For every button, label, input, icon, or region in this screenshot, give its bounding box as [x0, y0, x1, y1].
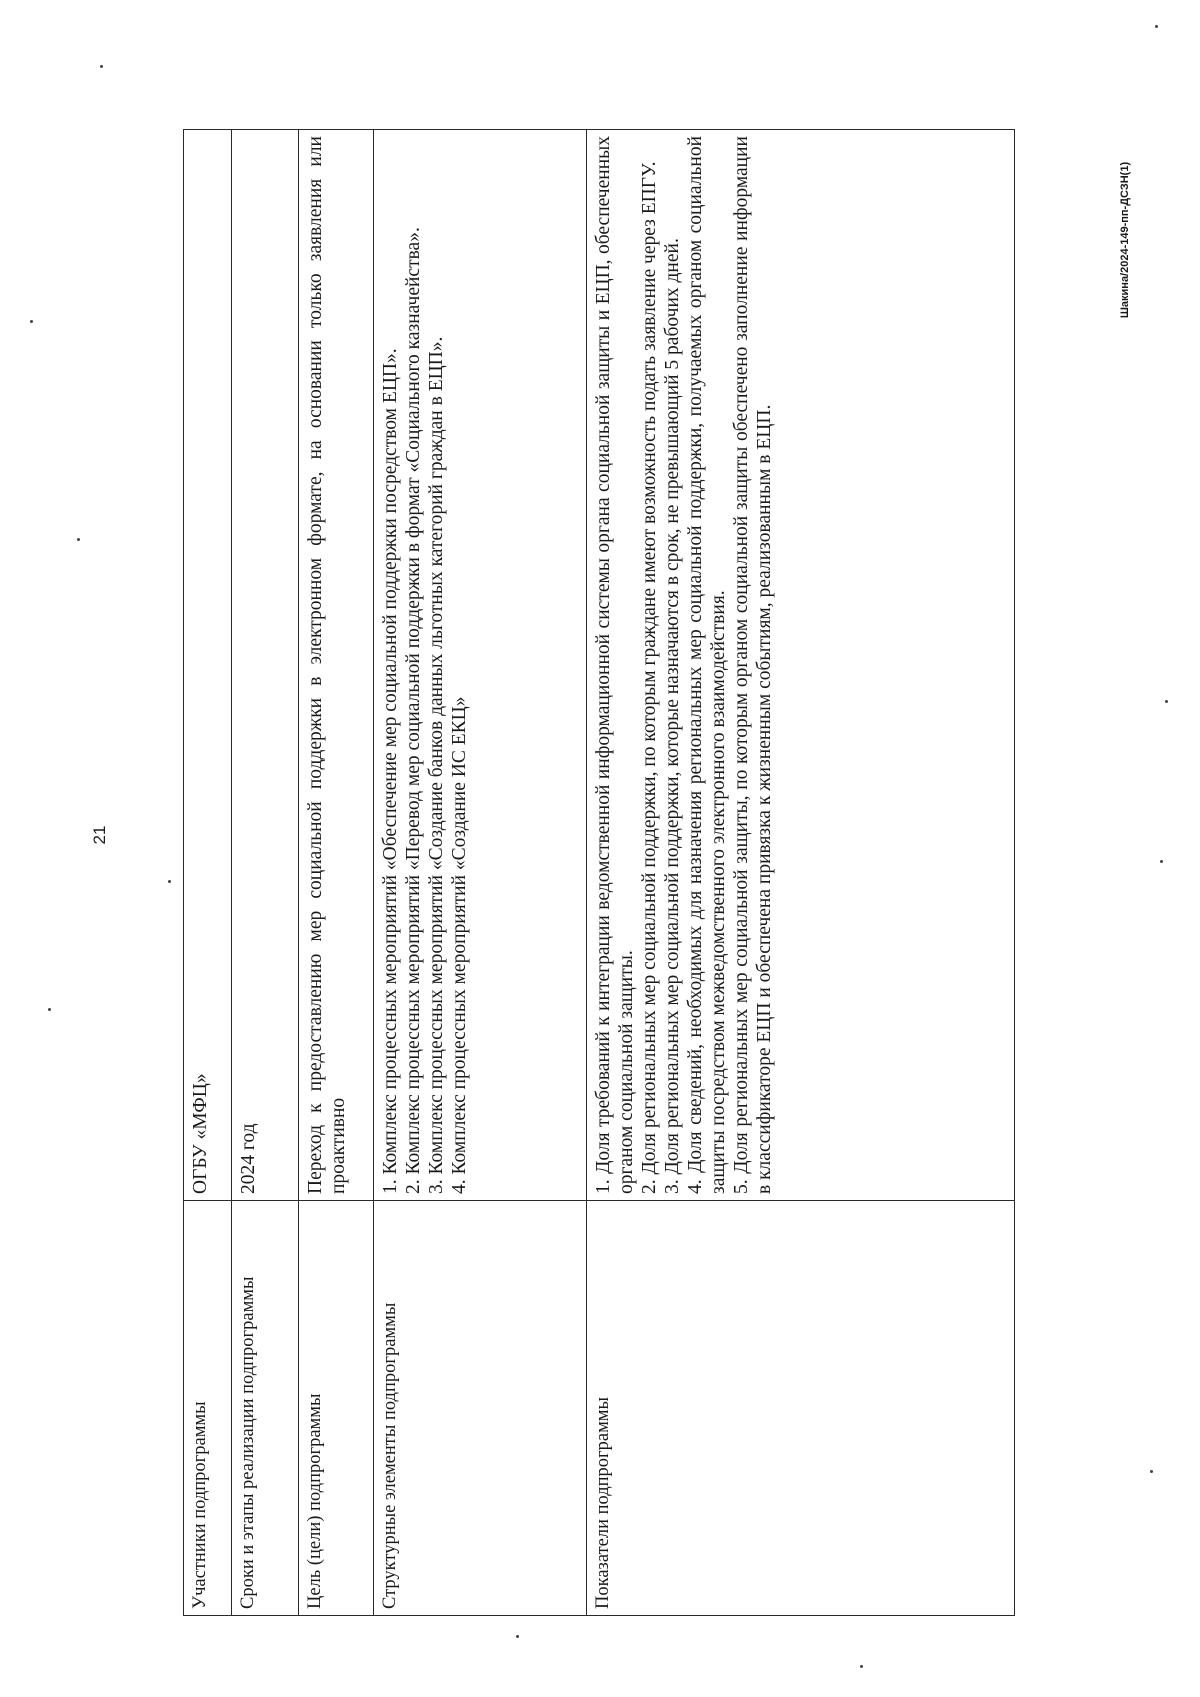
list-item: 3. Комплекс процессных мероприятий «Создание банков данных льготных категорий граждан в ЕЦП».	[426, 336, 447, 1194]
row-label: Показатели подпрограммы	[587, 1201, 1015, 1616]
row-label: Цель (цели) подпрограммы	[299, 1201, 374, 1616]
rotated-table-container	[183, 130, 1015, 1616]
list-item: 4. Комплекс процессных мероприятий «Создание ИС ЕКЦ»	[449, 696, 470, 1194]
scan-speck	[1160, 860, 1163, 863]
row-label: Сроки и этапы реализации подпрограммы	[232, 1201, 299, 1616]
list-item: 2. Комплекс процессных мероприятий «Перевод мер социальной поддержки в формат «Социального казначейства».	[403, 227, 424, 1194]
row-value	[374, 130, 587, 1201]
row-value: Переход к предоставлению мер социальной поддержки в электронном формате, на основании только заявления или проактивно	[299, 130, 374, 1201]
list-item: 1. Доля требований к интеграции ведомственной информационной системы органа социальной защиты и ЕЦП, обеспеченных органом социальной защиты.	[593, 136, 637, 1194]
scan-speck	[48, 1008, 51, 1011]
scan-speck	[860, 1665, 863, 1668]
list-item: 3. Доля региональных мер социальной поддержки, которые назначаются в срок, не превышающий 5 рабочих дней.	[662, 238, 683, 1194]
row-value: 2024 год	[232, 130, 299, 1201]
scan-speck	[1150, 1470, 1153, 1473]
scan-speck	[1165, 700, 1168, 703]
table-row	[184, 130, 232, 1616]
table-row	[587, 130, 1015, 1616]
list-item: 4. Доля сведений, необходимых для назначения региональных мер социальной поддержки, получаемых органом социальной защиты посредством межведомственного электронного взаимодействия.	[685, 136, 729, 1194]
list-item: 5. Доля региональных мер социальной защиты, по которым органом социальной защиты обеспечено заполнение информации в классификаторе ЕЦП и обеспечена привязка к жизненным событиям, реализованным в ЕЦП.	[731, 136, 775, 1194]
scan-speck	[1155, 25, 1158, 28]
scan-speck	[168, 880, 171, 883]
list-item: 1. Комплекс процессных мероприятий «Обеспечение мер социальной поддержки посредством ЕЦП».	[380, 348, 401, 1194]
subprogram-passport-table	[183, 129, 1015, 1616]
row-label: Структурные элементы подпрограммы	[374, 1201, 587, 1616]
list-item: 2. Доля региональных мер социальной поддержки, по которым граждане имеют возможность подать заявление через ЕПГУ.	[639, 161, 660, 1194]
table-row	[232, 130, 299, 1616]
table-row	[374, 130, 587, 1616]
row-label: Участники подпрограммы	[184, 1201, 232, 1616]
scan-speck	[100, 65, 103, 68]
row-value: ОГБУ «МФЦ»	[184, 130, 232, 1201]
page-number: 21	[90, 825, 109, 845]
scan-speck	[516, 1635, 519, 1638]
table-row	[299, 130, 374, 1616]
document-code: Шакина/2024-149-пп-ДСЗН(1)	[1119, 161, 1131, 319]
scan-speck	[77, 538, 80, 541]
scan-speck	[30, 320, 33, 323]
row-value	[587, 130, 1015, 1201]
